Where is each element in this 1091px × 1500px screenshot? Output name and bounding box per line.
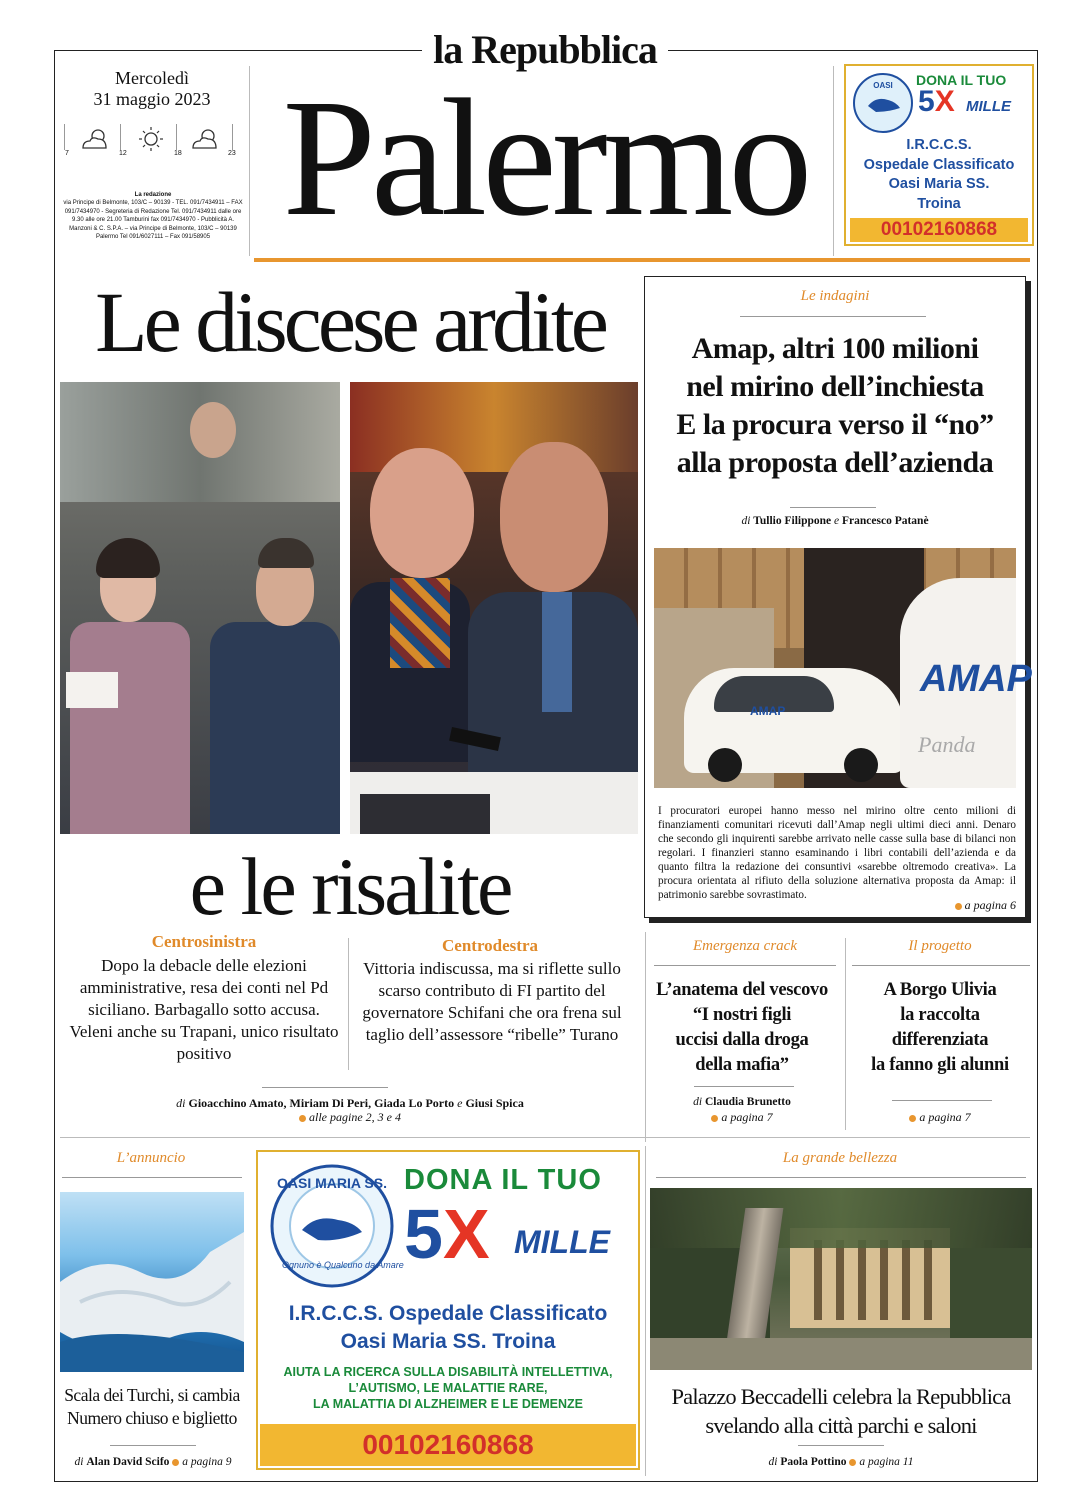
edition-title: Palermo (282, 65, 808, 251)
date-block (60, 68, 244, 110)
panda-text: Panda (918, 732, 976, 757)
bellezza-headline[interactable]: Palazzo Beccadelli celebra la Repubblica svelando alla città parchi e saloni (671, 1384, 1011, 1438)
kicker-progetto: Il progetto (908, 938, 972, 954)
top-ad[interactable] (844, 64, 1034, 246)
kicker-centrosinistra: Centrosinistra (151, 932, 257, 951)
page-left-border (54, 50, 55, 1482)
temp-2: 12 (119, 150, 127, 157)
bottom-ad[interactable] (256, 1150, 640, 1470)
lead-byline-rule (262, 1087, 388, 1088)
bottom-ad-code: 00102160868 (260, 1424, 636, 1466)
bottom-ad-5x: 5X (404, 1195, 490, 1273)
inquiry-byline: di Tullio Filippone e Francesco Patanè (741, 515, 929, 527)
top-ad-5x: 5X (918, 85, 955, 118)
page-bottom-border (54, 1481, 1038, 1482)
bellezza-byline[interactable]: di Paola Pottino a pagina 11 (768, 1456, 914, 1468)
annuncio-headline[interactable]: Scala dei Turchi, si cambia Numero chiuso e biglietto (64, 1385, 240, 1428)
amap-logo-text: AMAP (920, 658, 1032, 700)
inquiry-page[interactable]: a pagina 6 (860, 898, 1016, 913)
annuncio-byline[interactable]: di Alan David Scifo a pagina 9 (74, 1456, 232, 1468)
progetto-headline[interactable]: A Borgo Ulivia la raccolta differenziata la fanno gli alunni (871, 980, 1009, 1075)
bottom-ad-small: AIUTA LA RICERCA SULLA DISABILITÀ INTELLETTIVA, L’AUTISMO, LE MALATTIE RARE, LA MALATTIA DI ALZHEIMER E LE DEMENZE (283, 1365, 613, 1411)
sun-icon (134, 126, 168, 152)
crack-headline[interactable]: L’anatema del vescovo “I nostri figli uccisi dalla droga della mafia” (656, 980, 828, 1075)
photo-centrosinistra (60, 382, 340, 834)
kicker-indagini: Le indagini (800, 288, 870, 304)
lead-sub-divider (348, 938, 349, 1070)
photo-centrodestra (350, 382, 638, 834)
top-ad-code: 00102160868 (850, 218, 1028, 242)
svg-text:OASI MARIA SS.: OASI MARIA SS. (277, 1175, 387, 1191)
redazione-title: La redazione (134, 192, 172, 198)
oasi-logo-large-icon (268, 1162, 396, 1290)
redazione-text: via Principe di Belmonte, 103/C – 90139 - TEL. 091/7434911 – FAX 091/7434970 - Segreteria di Redazione Tel. 091/7434911 dalle ore 9.30 alle ore 21.00 Tamburini fax 091/7434970 - Pubblicità A. Manzoni & C. S.P.A. – via Principe di Belmonte, 103/C – 90139 Palermo Tel 091/6027111 – Fax 091/58905 (63, 200, 243, 241)
masthead-divider-left (249, 66, 250, 256)
text-centrodestra: Vittoria indiscussa, ma si riflette sullo scarso contributo di FI partito del governatore Schifani che ora frena sul taglio dell’assessore “ribelle” Turano (362, 959, 622, 1044)
progetto-page[interactable]: a pagina 7 (848, 1110, 1032, 1125)
top-ad-lines: I.R.C.C.S. Ospedale Classificato Oasi Maria SS. Troina (863, 137, 1015, 212)
weekday: Mercoledì (115, 68, 189, 88)
kicker-crack: Emergenza crack (693, 938, 797, 954)
masthead-orange-rule (254, 258, 1030, 262)
kicker-annuncio: L’annuncio (116, 1150, 186, 1166)
bottom-ad-mille: MILLE (514, 1224, 610, 1260)
lead-headline-bottom[interactable]: e le risalite (189, 841, 511, 932)
temp-4: 23 (228, 150, 236, 157)
crack-page[interactable]: a pagina 7 (648, 1110, 836, 1125)
top-ad-dona: DONA IL TUO (916, 72, 1007, 88)
masthead-divider-right (833, 66, 834, 256)
photo-amap (654, 548, 1032, 788)
photo-palazzo-beccadelli (650, 1188, 1032, 1370)
page-right-border (1037, 50, 1038, 1482)
top-ad-mille: MILLE (966, 98, 1011, 115)
weather-strip (64, 120, 244, 162)
temp-3: 18 (174, 150, 182, 157)
bottom-ad-lines: I.R.C.C.S. Ospedale Classificato Oasi Maria SS. Troina (288, 1302, 608, 1353)
text-centrosinistra: Dopo la debacle delle elezioni amministrative, resa dei conti nel Pd siciliano. Barbagallo sotto accusa. Veleni anche su Trapani, unico risultato positivo (69, 956, 339, 1063)
lead-pages[interactable]: alle pagine 2, 3 e 4 (60, 1110, 640, 1125)
lead-headline-top[interactable]: Le discese ardite (95, 274, 605, 370)
svg-text:OASI: OASI (873, 81, 893, 90)
inquiry-body: I procuratori europei hanno messo nel mirino oltre cento milioni di finanziamenti comunitari ricevuti dall’Amap negli ultimi dieci anni. Denaro che secondo gli inquirenti sarebbe arrivato nelle casse sulla base di bilanci non regolari. I finanzieri stanno esaminando i libri contabili dell’azienda e da quanto filtra la redazione dei consuntivi «sarebbe oltremodo creativa». La procura orientata al rifiuto della soluzione alternativa proposta da Amap: il patrimonio sarebbe sovrastimato. (658, 805, 1016, 901)
temp-1: 7 (65, 150, 69, 157)
cloud-sun-icon (78, 126, 112, 152)
bottom-section-rule (60, 1137, 1030, 1138)
kicker-bellezza: La grande bellezza (782, 1150, 898, 1166)
crack-byline: di Claudia Brunetto (693, 1096, 791, 1108)
amap-logo-small: AMAP (750, 704, 786, 718)
photo-scala-dei-turchi (60, 1192, 244, 1372)
bottom-ad-motto: Ognuno è Qualcuno da Amare (282, 1260, 404, 1270)
date: 31 maggio 2023 (93, 89, 211, 109)
redazione-block (62, 191, 244, 241)
brand-logo[interactable]: la Repubblica (422, 28, 668, 72)
bottom-ad-dona: DONA IL TUO (404, 1164, 602, 1196)
inquiry-headline[interactable]: Amap, altri 100 milioni nel mirino dell’inchiesta E la procura verso il “no” alla proposta dell’azienda (676, 332, 994, 479)
oasi-logo-icon (852, 72, 914, 134)
lead-byline: di Gioacchino Amato, Miriam Di Peri, Giada Lo Porto e Giusi Spica (176, 1096, 524, 1110)
kicker-centrodestra: Centrodestra (442, 936, 538, 955)
cloud-sun-icon-2 (188, 126, 222, 152)
